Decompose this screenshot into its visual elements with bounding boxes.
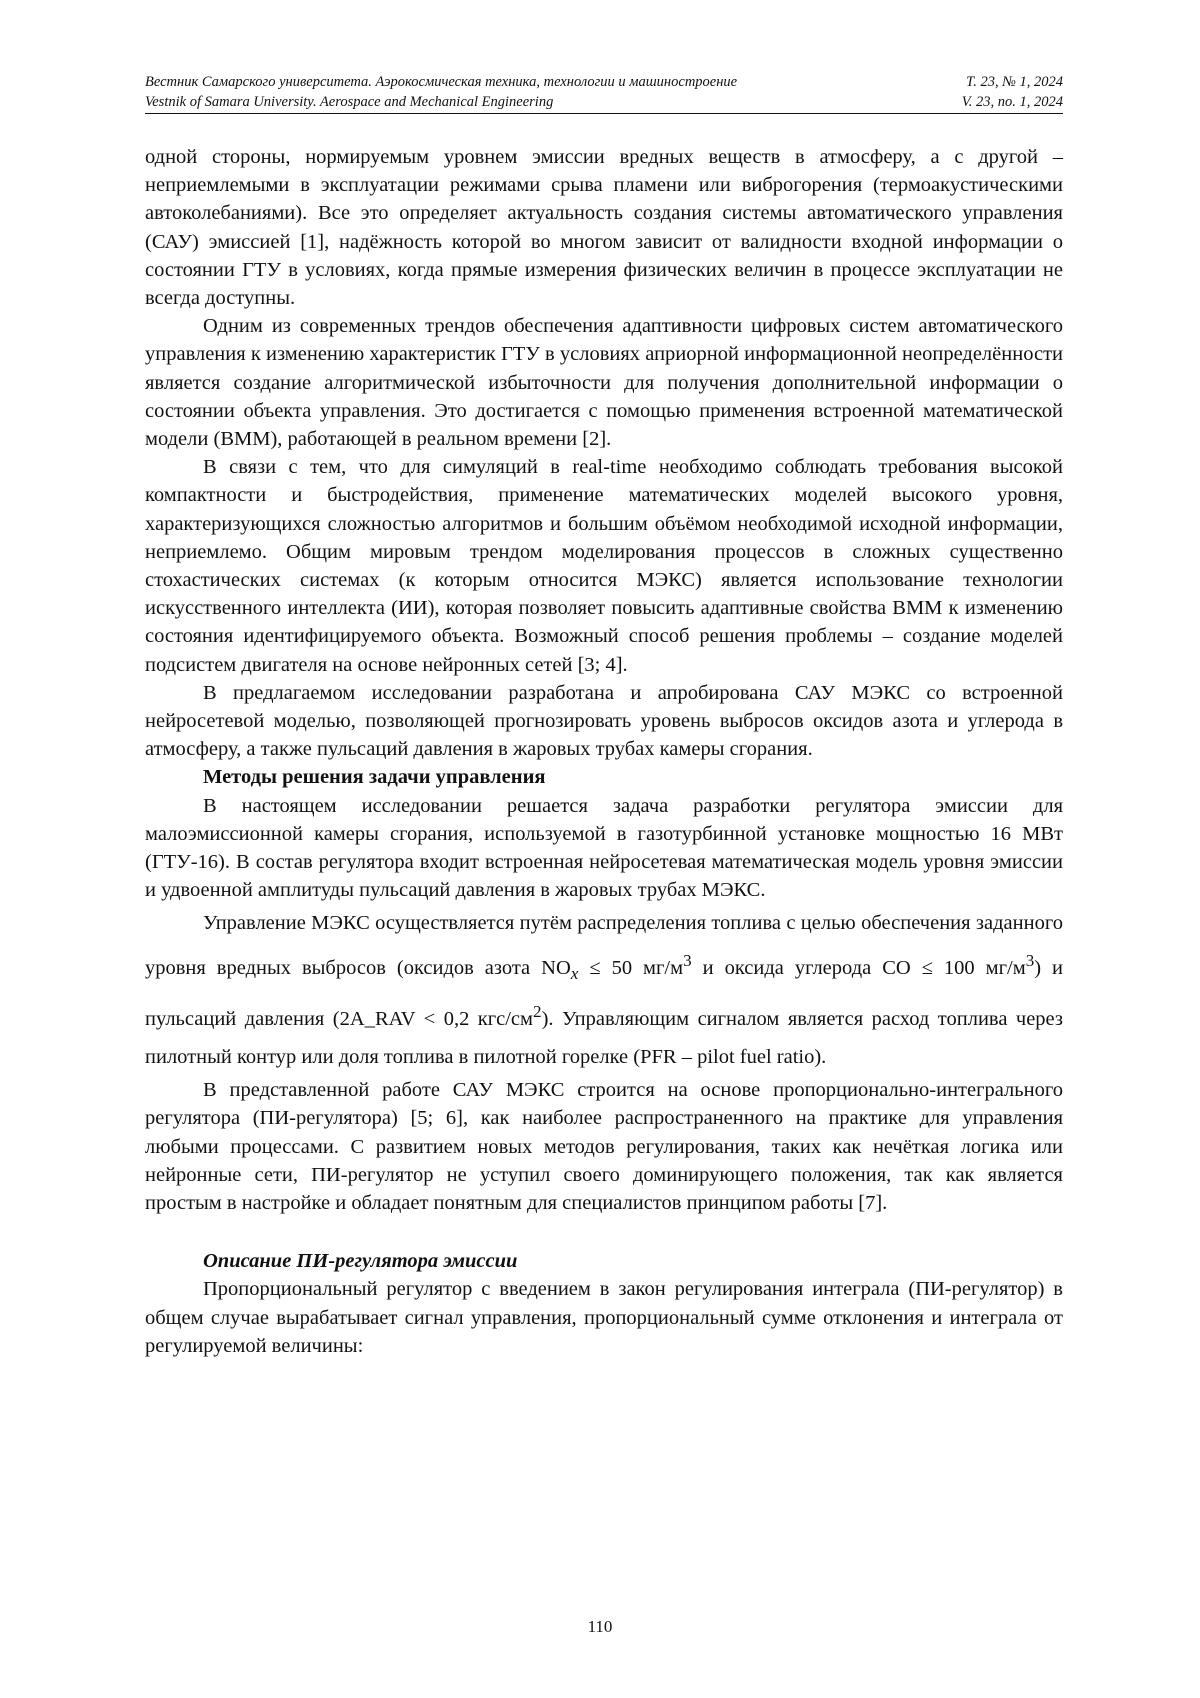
co-limit-formula: CO ≤ 100 $мг/м^3$	[882, 951, 1035, 980]
header-row-en	[145, 92, 1063, 114]
section-heading-methods: Методы решения задачи управления	[203, 766, 546, 789]
paragraph-6-text-b: и оксида углерода	[691, 957, 872, 980]
paragraph-5: В настоящем исследовании решается задача разработки регулятора эмиссии для малоэмиссионной камеры сгорания, используемой в газотурбинной установке мощностью 16 МВт (ГТУ-16). В состав регулятора входит встроенная нейросетевая математическая модель уровня эмиссии и удвоенной амплитуды пульсаций давления в жаровых трубах МЭКС.	[145, 794, 1063, 902]
paragraph-8: Пропорциональный регулятор с введением в закон регулирования интеграла (ПИ-регулятор) в общем случае вырабатывает сигнал управления, пропорциональный сумме отклонения и интеграла от регулируемой величины:	[145, 1278, 1063, 1357]
journal-title-ru: Вестник Самарского университета. Аэрокосмическая техника, технологии и машиностроение	[145, 74, 738, 90]
page-number: 110	[587, 1617, 613, 1636]
paragraph-3: В связи с тем, что для симуляций в real-time необходимо соблюдать требования высокой компактности и быстродействия, применение математических моделей высокого уровня, характеризующихся сложностью алгоритмов и большим объёмом необходимой исходной информации, неприемлемо. Общим мировым трендом моделирования процессов в сложных существенно стохастических системах (к которым относится МЭКС) является использование технологии искусственного интеллекта (ИИ), которая позволяет повысить адаптивные свойства ВММ к изменению состояния идентифицируемого объекта. Возможный способ решения проблемы – создание моделей подсистем двигателя на основе нейронных сетей [3; 4].	[145, 456, 1063, 676]
paragraph-6-text-c: ) и пульсаций давления (	[145, 957, 1064, 1031]
article-body	[145, 143, 1063, 1360]
paragraph-7: В представленной работе САУ МЭКС строится на основе пропорционально-интегрального регулятора (ПИ-регулятора) [5; 6], как наиболее распространенного на практике для управления любыми процессами. С развитием новых методов регулирования, таких как нечёткая логика или нейронные сети, ПИ-регулятор не уступил своего доминирующего положения, так как является простым в настройке и обладает понятным для специалистов принципом работы [7].	[145, 1079, 1063, 1215]
nox-limit-formula: $NO_x \le 50$ $мг/м^3$	[541, 951, 692, 984]
volume-en: V. 23, no. 1, 2024	[961, 94, 1063, 110]
paragraph-2: Одним из современных трендов обеспечения адаптивности цифровых систем автоматического управления к изменению характеристик ГТУ в условиях априорной информационной неопределённости является создание алгоритмической избыточности для получения дополнительной информации о состоянии объекта управления. Это достигается с помощью применения встроенной математической модели (ВММ), работающей в реальном времени [2].	[145, 315, 1063, 451]
paragraph-6-text-d: ). Управляющим сигналом является расход топлива через пилотный контур или доля топлива в пилотной горелке (PFR – pilot fuel ratio).	[145, 1008, 1063, 1069]
running-header	[145, 72, 1063, 114]
paragraph-4: В предлагаемом исследовании разработана и апробирована САУ МЭКС со встроенной нейросетевой моделью, позволяющей прогнозировать уровень выбросов оксидов азота и углерода в атмосферу, а также пульсаций давления в жаровых трубах камеры сгорания.	[145, 681, 1063, 761]
paragraph-1: одной стороны, нормируемым уровнем эмиссии вредных веществ в атмосферу, а с другой – неприемлемыми в эксплуатации режимами срыва пламени или виброгорения (термоакустическими автоколебаниями). Все это определяет актуальность создания системы автоматического управления (САУ) эмиссией [1], надёжность которой во многом зависит от валидности входной информации о состоянии ГТУ в условиях, когда прямые измерения физических величин в процессе эксплуатации не всегда доступны.	[145, 146, 1063, 310]
volume-ru: Т. 23, № 1, 2024	[966, 74, 1063, 90]
paragraph-6	[145, 904, 1063, 1076]
paragraph-6-text-a: Управление МЭКС осуществляется путём распределения топлива с целью обеспечения заданного уровня вредных выбросов (оксидов азота	[145, 912, 1063, 980]
journal-title-en: Vestnik of Samara University. Aerospace and Mechanical Engineering	[145, 94, 554, 110]
pulsation-limit-formula: 2A_RAV < 0,2 кгс/$см^2$	[339, 1002, 542, 1031]
section-heading-pi: Описание ПИ-регулятора эмиссии	[203, 1250, 518, 1273]
header-row-ru	[145, 72, 1063, 92]
